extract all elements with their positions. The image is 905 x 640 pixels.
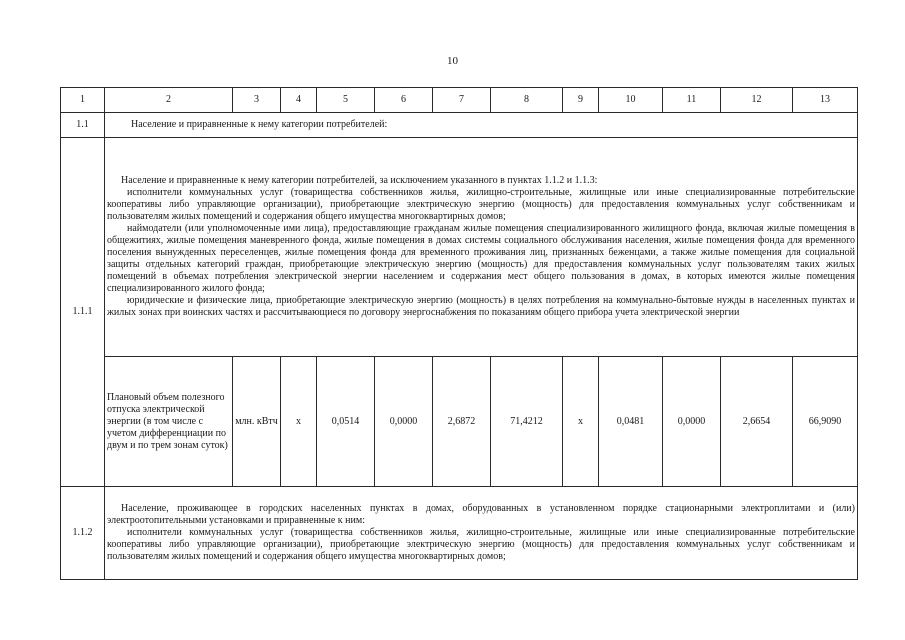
paragraph: юридические и физические лица, приобретающие электрическую энергию (мощность) в целях потребления на коммунально-бытовые нужды в населенных пунктах и жилых зонах при воинских частях и рассчитывающиеся по договору энергоснабжения по показаниям общего прибора учета электрической энергии	[107, 295, 855, 318]
page-number: 10	[447, 55, 458, 67]
row-1-1-1-text	[61, 138, 858, 357]
value-cell: 0,0481	[599, 357, 663, 487]
header-cell: 3	[233, 88, 281, 113]
paragraph: наймодатели (или уполномоченные ими лица), предоставляющие гражданам жилые помещения специализированного жилищного фонда, включая жилые помещения в общежитиях, жилые помещения маневренного фонда, жилые помещения в домах системы социального обслуживания населения, жилые помещения фонда для временного поселения вынужденных переселенцев, жилые помещения фонда для временного проживания лиц, признанных беженцами, а также жилые помещения для социальной защиты отдельных категорий граждан, приобретающие электрическую энергию (мощность) для предоставления коммунальных услуг пользователям таких жилых помещений в объемах потребления электрической энергии населением и содержания мест общего пользования в домах, в которых имеются жилые помещения специализированного жилого фонда;	[107, 223, 855, 294]
value-cell: 71,4212	[491, 357, 563, 487]
header-cell: 12	[721, 88, 793, 113]
header-cell: 13	[793, 88, 858, 113]
value-cell: 0,0000	[663, 357, 721, 487]
value-cell: 0,0000	[375, 357, 433, 487]
header-cell: 5	[317, 88, 375, 113]
row-number: 1.1.2	[61, 487, 105, 580]
header-cell: 11	[663, 88, 721, 113]
value-cell: 2,6654	[721, 357, 793, 487]
unit-cell: млн. кВтч	[233, 357, 281, 487]
parameter-label: Плановый объем полезного отпуска электрической энергии (в том числе с учетом дифференциации по двум и по трем зонам суток)	[105, 357, 233, 487]
value-cell: х	[281, 357, 317, 487]
header-cell: 8	[491, 88, 563, 113]
value-cell: 0,0514	[317, 357, 375, 487]
paragraph: Население и приравненные к нему категории потребителей, за исключением указанного в пунктах 1.1.2 и 1.1.3:	[121, 175, 598, 186]
header-row	[61, 88, 858, 113]
category-description	[105, 138, 858, 357]
section-title: Население и приравненные к нему категории потребителей:	[105, 113, 858, 138]
header-cell: 2	[105, 88, 233, 113]
value-cell: 2,6872	[433, 357, 491, 487]
paragraph: Население, проживающее в городских населенных пунктах в домах, оборудованных в установленном порядке стационарными электроплитами и (или) электроотопительными установками и приравненные к ним:	[107, 503, 855, 526]
row-1-1	[61, 113, 858, 138]
row-1-1-1-values	[61, 357, 858, 487]
row-number: 1.1.1	[61, 138, 105, 487]
header-cell: 9	[563, 88, 599, 113]
header-cell: 4	[281, 88, 317, 113]
header-cell: 6	[375, 88, 433, 113]
value-cell: 66,9090	[793, 357, 858, 487]
header-cell: 1	[61, 88, 105, 113]
header-cell: 7	[433, 88, 491, 113]
category-description	[105, 487, 858, 580]
row-number: 1.1	[61, 113, 105, 138]
tariff-table	[60, 87, 858, 580]
row-1-1-2-text	[61, 487, 858, 580]
header-cell: 10	[599, 88, 663, 113]
paragraph: исполнители коммунальных услуг (товарищества собственников жилья, жилищно-строительные, жилищные или иные специализированные потребительские кооперативы либо управляющие организации), приобретающие электрическую энергию (мощность) для предоставления коммунальных услуг собственникам и пользователям жилых помещений и содержания общего имущества многоквартирных домов;	[107, 187, 855, 222]
paragraph: исполнители коммунальных услуг (товарищества собственников жилья, жилищно-строительные, жилищные или иные специализированные потребительские кооперативы либо управляющие организации), приобретающие электрическую энергию (мощность) для предоставления коммунальных услуг собственникам и пользователям жилых помещений и содержания общего имущества многоквартирных домов;	[107, 527, 855, 562]
value-cell: х	[563, 357, 599, 487]
